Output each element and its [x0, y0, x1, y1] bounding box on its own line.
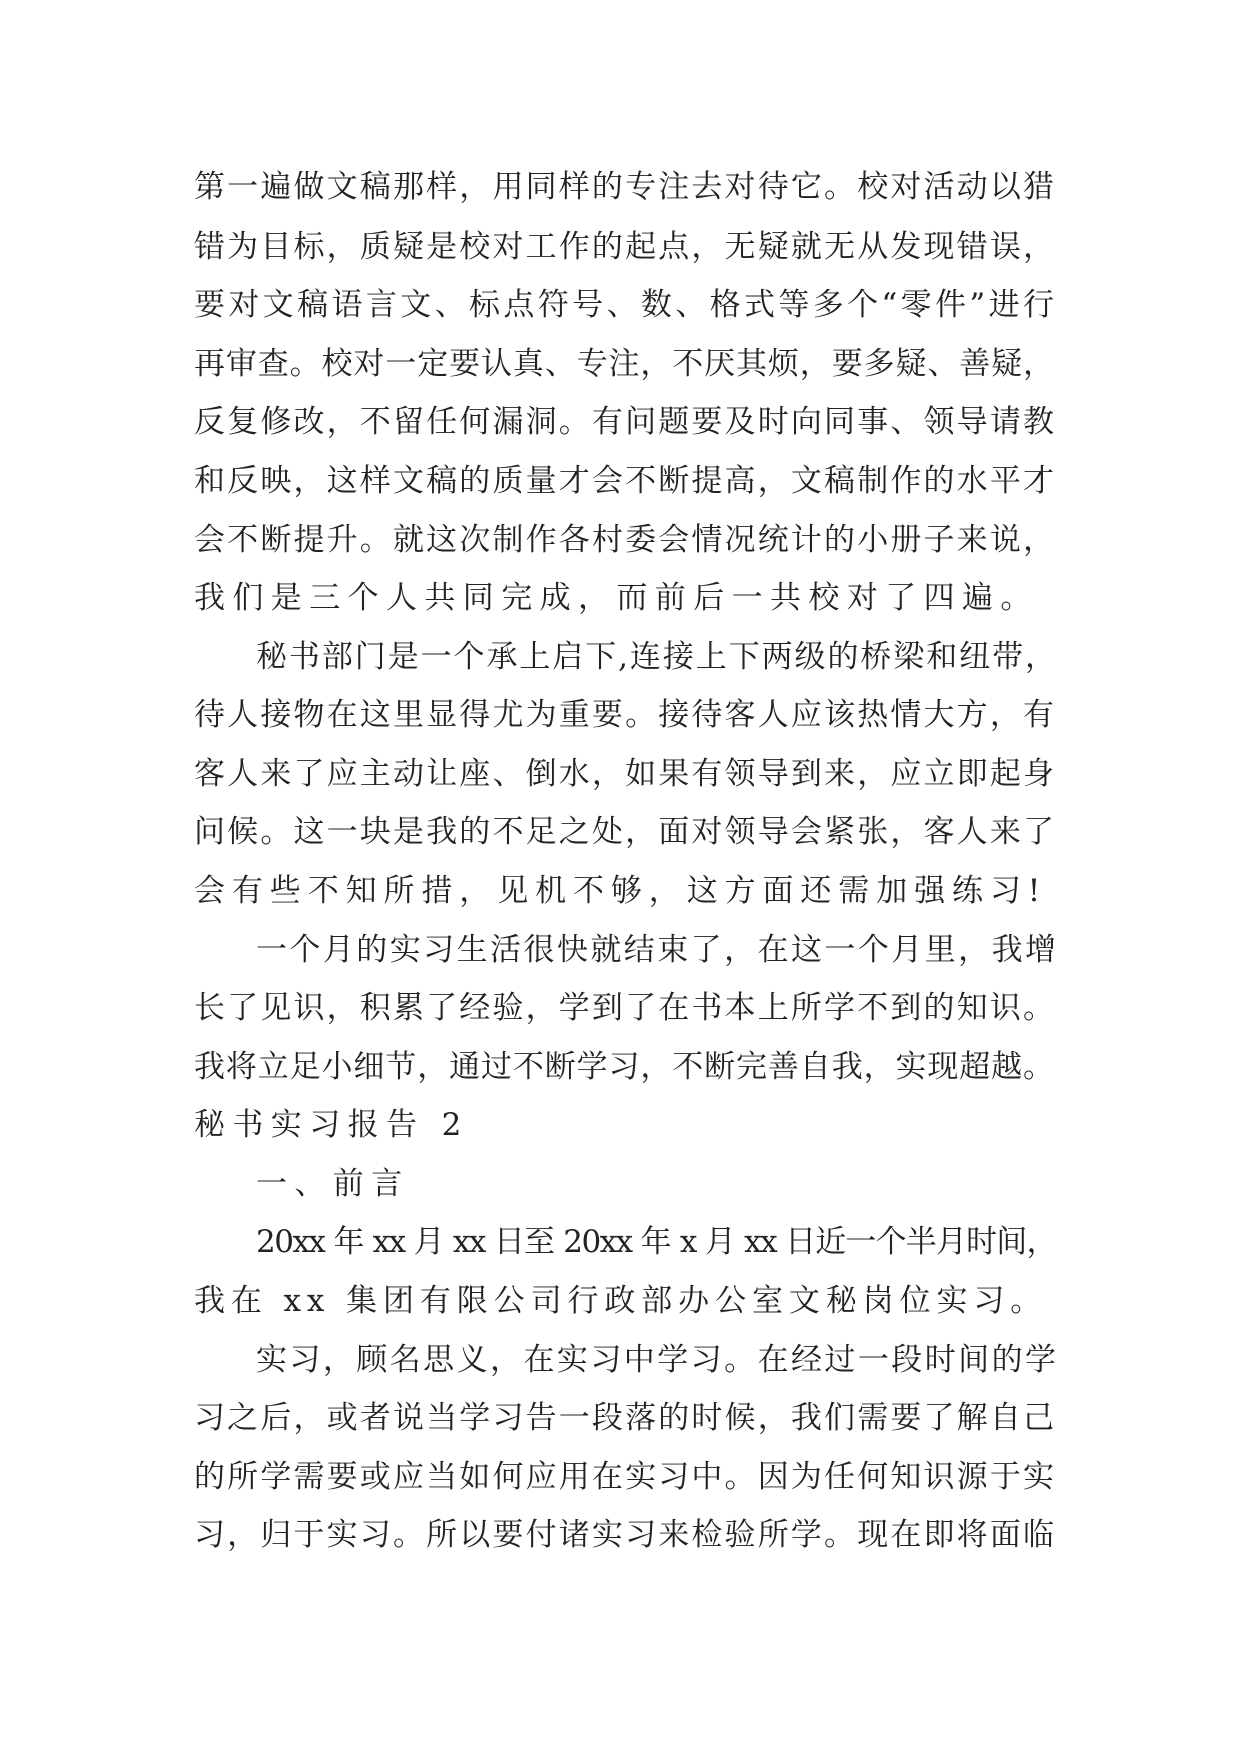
paragraph-line: 反复修改，不留任何漏洞。有问题要及时向同事、领导请教 — [194, 404, 1054, 440]
paragraph-line: 我们是三个人共同完成，而前后一共校对了四遍。 — [194, 580, 1039, 616]
section-heading: 一、前言 — [256, 1166, 410, 1202]
paragraph-line: 秘书部门是一个承上启下,连接上下两级的桥梁和纽带， — [256, 639, 1056, 675]
paragraph-line: 待人接物在这里显得尤为重要。接待客人应该热情大方，有 — [194, 697, 1054, 733]
section-title: 秘书实习报告 2 — [194, 1107, 469, 1143]
paragraph-line: 习，归于实习。所以要付诸实习来检验所学。现在即将面临 — [194, 1517, 1054, 1553]
paragraph-line: 问候。这一块是我的不足之处，面对领导会紧张，客人来了 — [194, 814, 1054, 850]
paragraph-line: 错为目标，质疑是校对工作的起点，无疑就无从发现错误， — [194, 229, 1054, 265]
paragraph-line: 我在 xx 集团有限公司行政部办公室文秘岗位实习。 — [194, 1283, 1048, 1319]
paragraph-line: 会不断提升。就这次制作各村委会情况统计的小册子来说， — [194, 522, 1054, 558]
paragraph-line: 我将立足小细节，通过不断学习，不断完善自我，实现超越。 — [194, 1049, 1054, 1085]
paragraph-line: 习之后，或者说当学习告一段落的时候，我们需要了解自己 — [194, 1400, 1054, 1436]
paragraph-line: 第一遍做文稿那样，用同样的专注去对待它。校对活动以猎 — [194, 169, 1054, 205]
paragraph-line: 长了见识，积累了经验，学到了在书本上所学不到的知识。 — [194, 990, 1054, 1026]
paragraph-line: 的所学需要或应当如何应用在实习中。因为任何知识源于实 — [194, 1459, 1054, 1495]
paragraph-line: 20xx 年 xx 月 xx 日至 20xx 年 x 月 xx 日近一个半月时间， — [256, 1224, 1056, 1260]
paragraph-line: 会有些不知所措，见机不够，这方面还需加强练习! — [194, 873, 1048, 909]
paragraph-line: 一个月的实习生活很快就结束了，在这一个月里，我增 — [256, 932, 1056, 968]
paragraph-line: 客人来了应主动让座、倒水，如果有领导到来，应立即起身 — [194, 756, 1054, 792]
paragraph-line: 实习，顾名思义，在实习中学习。在经过一段时间的学 — [256, 1342, 1056, 1378]
paragraph-line: 再审查。校对一定要认真、专注，不厌其烦，要多疑、善疑， — [194, 346, 1054, 382]
paragraph-line: 要对文稿语言文、标点符号、数、格式等多个“零件”进行 — [194, 287, 1054, 323]
paragraph-line: 和反映，这样文稿的质量才会不断提高，文稿制作的水平才 — [194, 463, 1054, 499]
